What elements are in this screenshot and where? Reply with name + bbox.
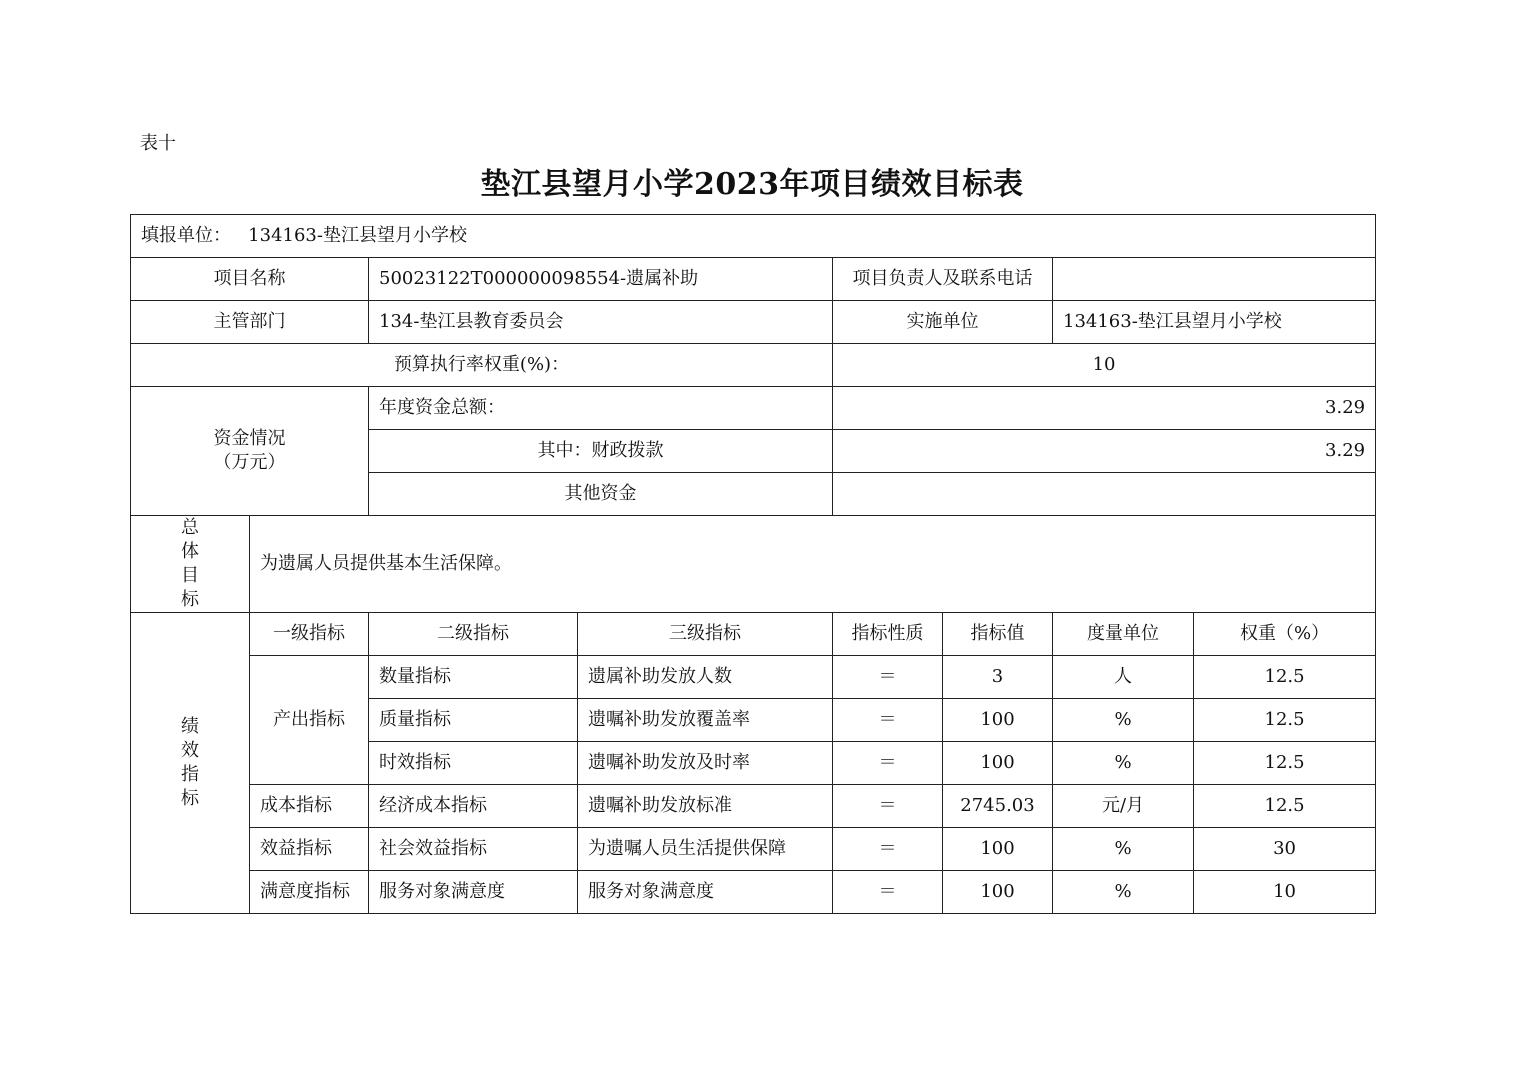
department-row — [131, 301, 1376, 344]
impl-unit-value: 134163-垫江县望月小学校 — [1053, 301, 1376, 344]
nature-cell: ＝ — [833, 656, 943, 699]
level1-cell: 满意度指标 — [250, 871, 369, 914]
budget-weight-label: 预算执行率权重(%)： — [131, 344, 833, 387]
indicators-label-char: 效 — [181, 740, 199, 761]
fill-unit-cell — [131, 215, 1376, 258]
funds-label-line2: （万元） — [213, 452, 286, 473]
fill-unit-label: 填报单位： — [141, 225, 231, 246]
weight-cell: 10 — [1194, 871, 1376, 914]
value-cell: 100 — [943, 871, 1053, 914]
weight-cell: 12.5 — [1194, 742, 1376, 785]
weight-cell: 12.5 — [1194, 699, 1376, 742]
goal-label-char: 目 — [181, 565, 199, 586]
nature-cell: ＝ — [833, 828, 943, 871]
indicators-label-char: 绩 — [181, 716, 199, 737]
goal-label-char: 体 — [181, 541, 199, 562]
other-funds-value — [833, 473, 1376, 516]
level1-cell: 产出指标 — [250, 656, 369, 785]
funds-row-total — [131, 387, 1376, 430]
overall-goal-row — [131, 516, 1376, 613]
col-header-nature: 指标性质 — [833, 613, 943, 656]
level1-cell: 成本指标 — [250, 785, 369, 828]
value-cell: 3 — [943, 656, 1053, 699]
indicator-header-row — [131, 613, 1376, 656]
contact-value — [1053, 258, 1376, 301]
table-row — [131, 871, 1376, 914]
project-name-row — [131, 258, 1376, 301]
performance-target-table — [130, 214, 1376, 914]
table-row — [131, 656, 1376, 699]
col-header-level3: 三级指标 — [578, 613, 833, 656]
table-number: 表十 — [140, 133, 176, 154]
weight-cell: 30 — [1194, 828, 1376, 871]
annual-total-label: 年度资金总额： — [369, 387, 833, 430]
fill-unit-row — [131, 215, 1376, 258]
project-name-label: 项目名称 — [131, 258, 369, 301]
level3-cell: 为遗嘱人员生活提供保障 — [578, 828, 833, 871]
annual-total-value: 3.29 — [833, 387, 1376, 430]
value-cell: 100 — [943, 699, 1053, 742]
col-header-level1: 一级指标 — [250, 613, 369, 656]
value-cell: 100 — [943, 828, 1053, 871]
goal-label-char: 标 — [181, 589, 199, 610]
nature-cell: ＝ — [833, 699, 943, 742]
level3-cell: 遗嘱补助发放及时率 — [578, 742, 833, 785]
weight-cell: 12.5 — [1194, 656, 1376, 699]
col-header-value: 指标值 — [943, 613, 1053, 656]
level2-cell: 数量指标 — [369, 656, 578, 699]
level2-cell: 经济成本指标 — [369, 785, 578, 828]
impl-unit-label: 实施单位 — [833, 301, 1053, 344]
level3-cell: 遗嘱补助发放覆盖率 — [578, 699, 833, 742]
indicators-label-char: 指 — [181, 764, 199, 785]
level1-cell: 效益指标 — [250, 828, 369, 871]
level2-cell: 时效指标 — [369, 742, 578, 785]
fiscal-value: 3.29 — [833, 430, 1376, 473]
value-cell: 100 — [943, 742, 1053, 785]
indicators-label — [131, 613, 250, 914]
col-header-weight: 权重（%） — [1194, 613, 1376, 656]
weight-cell: 12.5 — [1194, 785, 1376, 828]
nature-cell: ＝ — [833, 785, 943, 828]
project-name-value: 50023122T000000098554-遗属补助 — [369, 258, 833, 301]
contact-label: 项目负责人及联系电话 — [833, 258, 1053, 301]
other-funds-label: 其他资金 — [369, 473, 833, 516]
dept-label: 主管部门 — [131, 301, 369, 344]
fill-unit-value: 134163-垫江县望月小学校 — [248, 225, 467, 246]
budget-weight-row — [131, 344, 1376, 387]
col-header-unit: 度量单位 — [1053, 613, 1194, 656]
level2-cell: 质量指标 — [369, 699, 578, 742]
level3-cell: 遗嘱补助发放标准 — [578, 785, 833, 828]
overall-goal-label — [131, 516, 250, 613]
level3-cell: 服务对象满意度 — [578, 871, 833, 914]
overall-goal-text: 为遗属人员提供基本生活保障。 — [250, 516, 1376, 613]
nature-cell: ＝ — [833, 871, 943, 914]
nature-cell: ＝ — [833, 742, 943, 785]
col-header-level2: 二级指标 — [369, 613, 578, 656]
funds-label — [131, 387, 369, 516]
goal-label-char: 总 — [181, 517, 199, 538]
level2-cell: 社会效益指标 — [369, 828, 578, 871]
value-cell: 2745.03 — [943, 785, 1053, 828]
fiscal-label: 其中：财政拨款 — [369, 430, 833, 473]
budget-weight-value: 10 — [833, 344, 1376, 387]
funds-label-line1: 资金情况 — [213, 428, 286, 449]
level2-cell: 服务对象满意度 — [369, 871, 578, 914]
table-row — [131, 828, 1376, 871]
dept-value: 134-垫江县教育委员会 — [369, 301, 833, 344]
level3-cell: 遗属补助发放人数 — [578, 656, 833, 699]
unit-cell: % — [1053, 828, 1194, 871]
unit-cell: % — [1053, 871, 1194, 914]
unit-cell: 人 — [1053, 656, 1194, 699]
page-title: 垫江县望月小学2023年项目绩效目标表 — [480, 167, 1024, 202]
unit-cell: 元/月 — [1053, 785, 1194, 828]
indicators-label-char: 标 — [181, 788, 199, 809]
table-row — [131, 785, 1376, 828]
unit-cell: % — [1053, 699, 1194, 742]
unit-cell: % — [1053, 742, 1194, 785]
